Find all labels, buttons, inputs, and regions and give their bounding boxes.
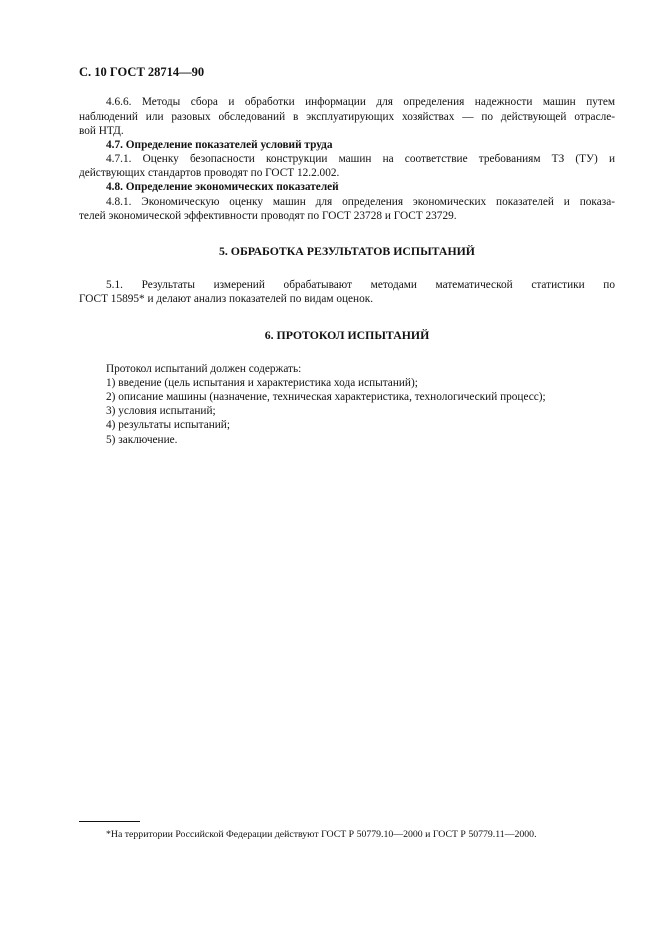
- protocol-list-item: 2) описание машины (назначение, техническая характеристика, технологический процесс);: [106, 391, 546, 403]
- page-header: С. 10 ГОСТ 28714—90: [79, 65, 205, 79]
- paragraph-4-6-6-line-3: вой НТД.: [79, 125, 124, 137]
- protocol-intro: Протокол испытаний должен содержать:: [106, 363, 302, 375]
- paragraph-4-6-6-line-2: наблюдений или разовых обследований в эксплуатирующих хозяйствах — по действующей отрасле-: [79, 111, 615, 123]
- section-5-title: 5. ОБРАБОТКА РЕЗУЛЬТАТОВ ИСПЫТАНИЙ: [219, 244, 475, 258]
- paragraph-4-7-1-line-1: 4.7.1. Оценку безопасности конструкции машин на соответствие требованиям ТЗ (ТУ) и: [106, 153, 615, 165]
- paragraph-4-8-1-line-2: телей экономической эффективности проводят по ГОСТ 23728 и ГОСТ 23729.: [79, 210, 457, 222]
- subsection-heading-4-8: 4.8. Определение экономических показателей: [106, 181, 339, 193]
- section-6-title: 6. ПРОТОКОЛ ИСПЫТАНИЙ: [264, 328, 430, 342]
- protocol-list-item: 1) введение (цель испытания и характеристика хода испытаний);: [106, 377, 418, 389]
- protocol-list-item: 3) условия испытаний;: [106, 405, 216, 417]
- subsection-heading-4-7: 4.7. Определение показателей условий труда: [106, 139, 333, 151]
- paragraph-4-7-1-line-2: действующих стандартов проводят по ГОСТ 12.2.002.: [79, 167, 340, 179]
- protocol-list-item: 5) заключение.: [106, 434, 178, 446]
- footnote-text: *На территории Российской Федерации действуют ГОСТ Р 50779.10—2000 и ГОСТ Р 50779.11—2000.: [106, 829, 537, 840]
- paragraph-4-8-1-line-1: 4.8.1. Экономическую оценку машин для определения экономических показателей и показа-: [106, 196, 615, 208]
- footnote-separator: [79, 821, 140, 822]
- paragraph-5-1-line-1: 5.1. Результаты измерений обрабатывают методами математической статистики по: [106, 279, 615, 291]
- protocol-list-item: 4) результаты испытаний;: [106, 419, 230, 431]
- paragraph-4-6-6-line-1: 4.6.6. Методы сбора и обработки информации для определения надежности машин путем: [106, 96, 615, 108]
- paragraph-5-1-line-2: ГОСТ 15895* и делают анализ показателей по видам оценок.: [79, 293, 374, 305]
